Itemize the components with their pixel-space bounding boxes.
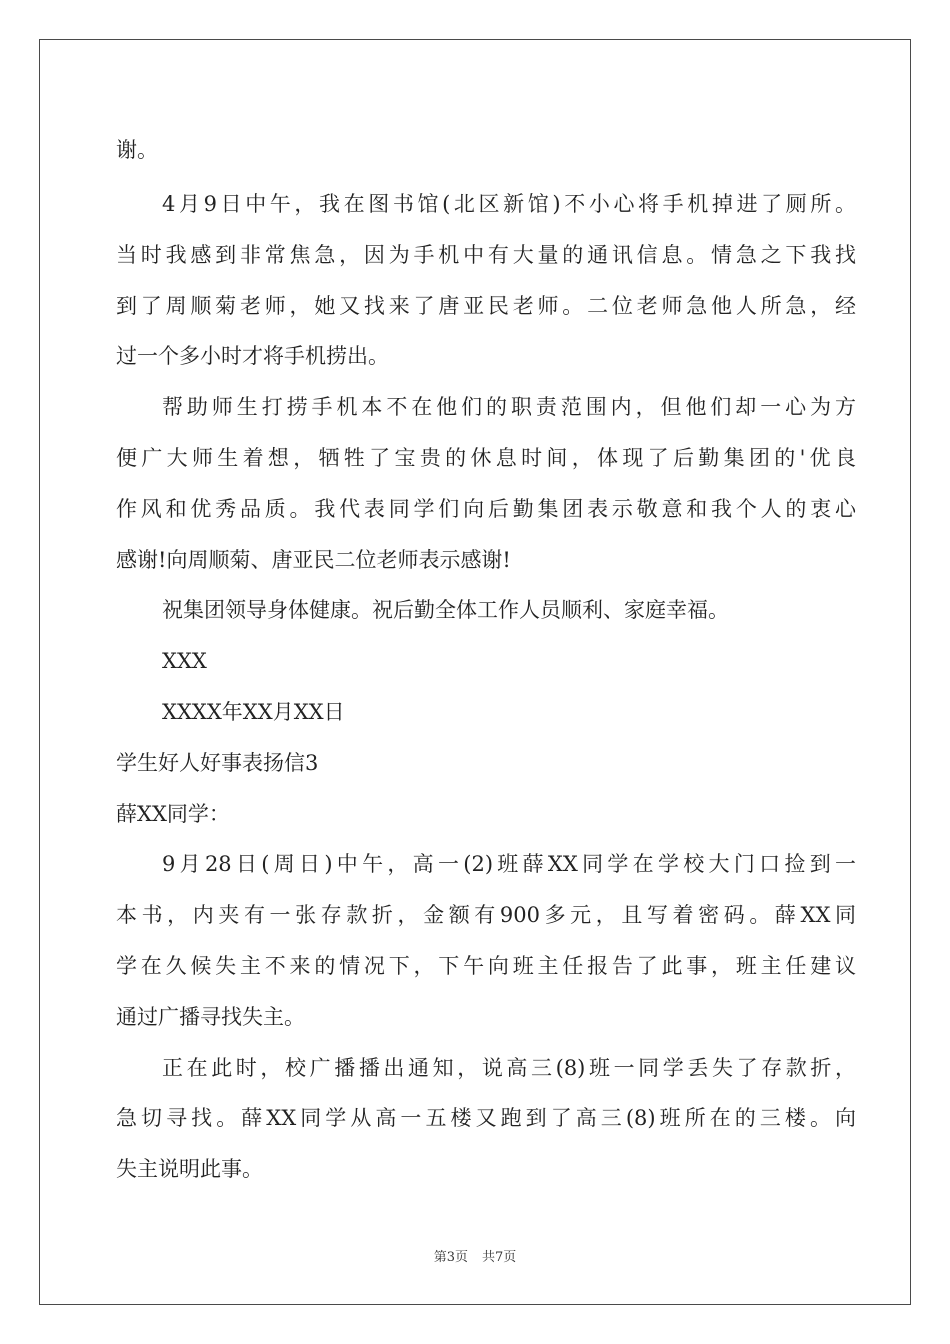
page-total: 共7页 [482,1250,517,1265]
paragraph-line: 9月28日(周日)中午，高一(2)班薛XX同学在学校大门口捡到一 [162,852,856,877]
paragraph-line: 当时我感到非常焦急，因为手机中有大量的通讯信息。情急之下我找 [116,242,856,267]
paragraph-line: 失主说明此事。 [116,1157,263,1182]
signature-date: XXXX年XX月XX日 [162,699,345,724]
paragraph-line: 祝集团领导身体健康。祝后勤全体工作人员顺利、家庭幸福。 [162,598,729,623]
salutation: 薛XX同学： [116,801,230,826]
paragraph-line: 到了周顺菊老师，她又找来了唐亚民老师。二位老师急他人所急，经 [116,293,856,318]
paragraph-line: 本书，内夹有一张存款折，金额有900多元，且写着密码。薛XX同 [116,903,856,928]
paragraph-line: 4月9日中午，我在图书馆(北区新馆)不小心将手机掉进了厕所。 [162,192,856,216]
paragraph-line: 通过广播寻找失主。 [116,1004,305,1029]
paragraph-line: 正在此时，校广播播出通知，说高三(8)班一同学丢失了存款折， [162,1055,856,1080]
paragraph-line: 帮助师生打捞手机本不在他们的职责范围内，但他们却一心为方 [162,395,856,420]
paragraph-line: 便广大师生着想，牺牲了宝贵的休息时间，体现了后勤集团的'优良 [116,445,856,470]
paragraph-line: 学在久候失主不来的情况下，下午向班主任报告了此事，班主任建议 [116,953,856,978]
paragraph-line: 过一个多小时才将手机捞出。 [116,344,389,369]
document-body [116,121,856,1195]
paragraph-line: 感谢!向周顺菊、唐亚民二位老师表示感谢! [116,547,511,572]
paragraph-line: 谢。 [116,138,158,162]
letter-title: 学生好人好事表扬信3 [116,750,319,775]
page-footer [0,1246,950,1265]
signature-name: XXX [162,649,207,674]
paragraph-line: 作风和优秀品质。我代表同学们向后勤集团表示敬意和我个人的衷心 [116,496,856,521]
page-number: 第3页 [433,1250,468,1265]
paragraph-line: 急切寻找。薛XX同学从高一五楼又跑到了高三(8)班所在的三楼。向 [116,1106,856,1131]
